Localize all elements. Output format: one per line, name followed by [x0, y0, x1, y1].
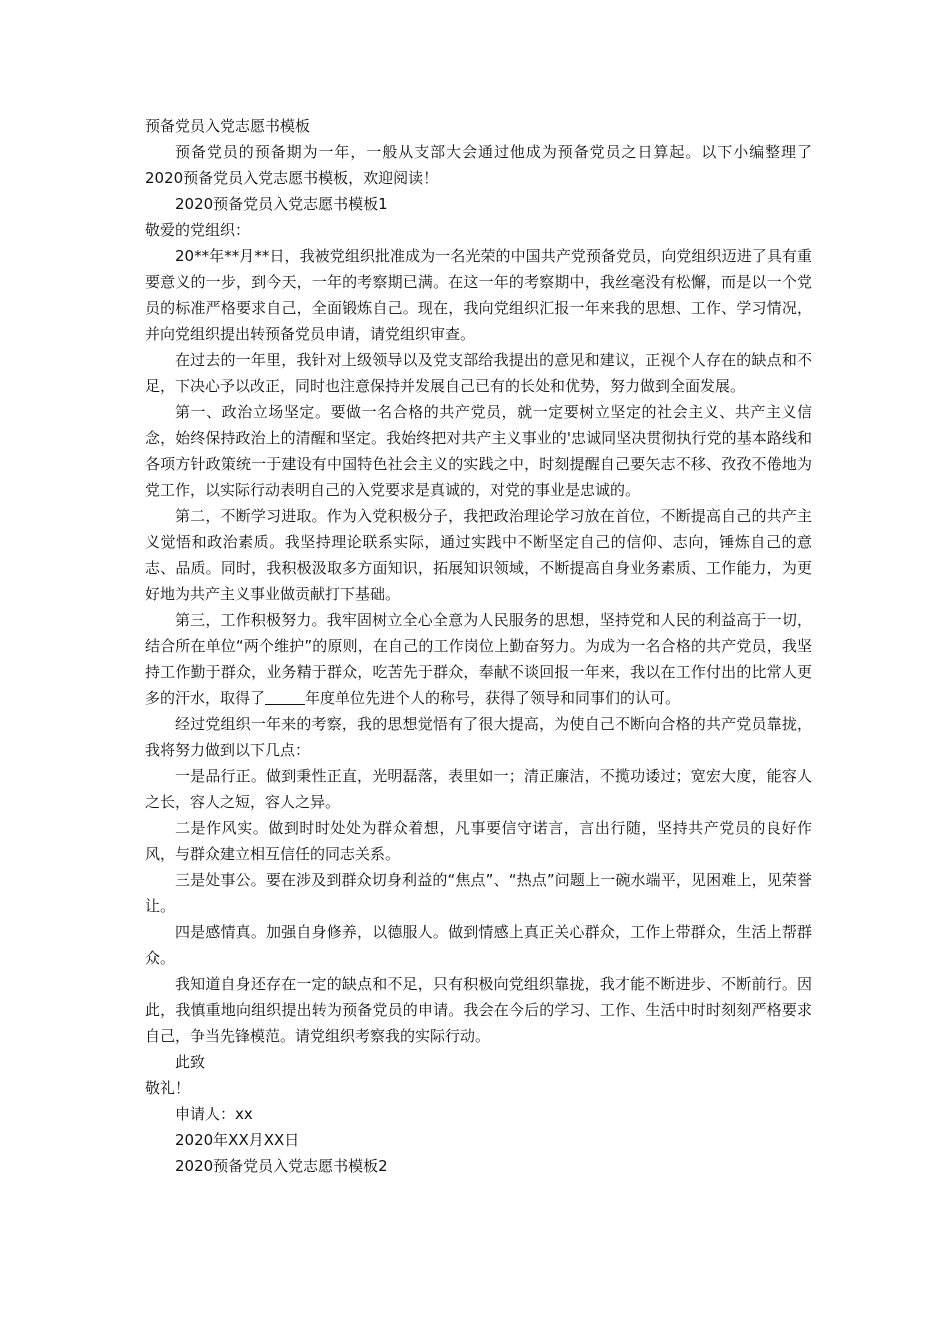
paragraph-1: 20**年**月**日，我被党组织批准成为一名光荣的中国共产党预备党员，向党组织迈进了具有重要意义的一步，到今天，一年的考察期已满。在这一年的考察期中，我丝毫没有松懈，而是以一个党员的标准严格要求自己，全面锻炼自己。现在，我向党组织汇报一年来我的思想、工作、学习情况，并向党组织提出转预备党员申请，请党组织审查。	[145, 247, 812, 343]
paragraph-3: 第一、政治立场坚定。要做一名合格的共产党员，就一定要树立坚定的社会主义、共产主义信念，始终保持政治上的清醒和坚定。我始终把对共产主义事业的'忠诚同坚决贯彻执行党的基本路线和各项方针政策统一于建设有中国特色社会主义的实践之中，时刻提醒自己要矢志不移、孜孜不倦地为党工作，以实际行动表明自己的入党要求是真诚的，对党的事业是忠诚的。	[145, 403, 812, 499]
intro-paragraph: 预备党员的预备期为一年，一般从支部大会通过他成为预备党员之日算起。以下小编整理了2020预备党员入党志愿书模板，欢迎阅读！	[145, 143, 812, 187]
paragraph-11: 我知道自身还存在一定的缺点和不足，只有积极向党组织靠拢，我才能不断进步、不断前行。因此，我慎重地向组织提出转为预备党员的申请。我会在今后的学习、工作、生活中时时刻刻严格要求自己，争当先锋模范。请党组织考察我的实际行动。	[145, 975, 812, 1045]
document-body	[145, 113, 812, 1179]
paragraph-5-part-b: 年度单位先进个人的称号，获得了领导和同事们的认可。	[305, 689, 681, 707]
paragraph-10: 四是感情真。加强自身修养，以德服人。做到情感上真正关心群众，工作上带群众，生活上帮群众。	[145, 923, 812, 967]
salutation: 敬爱的党组织：	[145, 221, 251, 239]
paragraph-5-part-a: 第三，工作积极努力。我牢固树立全心全意为人民服务的思想，坚持党和人民的利益高于一切，结合所在单位“两个维护”的原则，在自己的工作岗位上勤奋努力。为成为一名合格的共产党员，我坚持工作勤于群众，业务精于群众，吃苦先于群众，奉献不谈回报一年来，我以在工作付出的比常人更多的汗水，取得了	[145, 611, 812, 707]
section-1-title: 2020预备党员入党志愿书模板1	[175, 195, 388, 213]
document-title: 预备党员入党志愿书模板	[145, 117, 311, 135]
fill-in-blank	[265, 688, 305, 705]
closing-ci-zhi: 此致	[175, 1053, 206, 1071]
paragraph-4: 第二，不断学习进取。作为入党积极分子，我把政治理论学习放在首位，不断提高自己的共产主义觉悟和政治素质。我坚持理论联系实际，通过实践中不断坚定自己的信仰、志向，锤炼自己的意志、品质。同时，我积极汲取多方面知识，拓展知识领域，不断提高自身业务素质、工作能力，为更好地为共产主义事业做贡献打下基础。	[145, 507, 812, 603]
paragraph-9: 三是处事公。要在涉及到群众切身利益的“焦点”、“热点”问题上一碗水端平，见困难上，见荣誉让。	[145, 871, 812, 915]
paragraph-5	[145, 607, 812, 711]
date-line: 2020年XX月XX日	[175, 1131, 300, 1149]
applicant-line: 申请人：xx	[175, 1105, 253, 1123]
paragraph-7: 一是品行正。做到秉性正直，光明磊落，表里如一；清正廉洁，不揽功诿过；宽宏大度，能容人之长，容人之短，容人之异。	[145, 767, 812, 811]
closing-jing-li: 敬礼！	[145, 1079, 191, 1097]
paragraph-8: 二是作风实。做到时时处处为群众着想，凡事要信守诺言，言出行随，坚持共产党员的良好作风，与群众建立相互信任的同志关系。	[145, 819, 812, 863]
section-2-title: 2020预备党员入党志愿书模板2	[175, 1157, 388, 1175]
paragraph-6: 经过党组织一年来的考察，我的思想觉悟有了很大提高，为使自己不断向合格的共产党员靠拢，我将努力做到以下几点：	[145, 715, 812, 759]
paragraph-2: 在过去的一年里，我针对上级领导以及党支部给我提出的意见和建议，正视个人存在的缺点和不足，下决心予以改正，同时也注意保持并发展自己已有的长处和优势，努力做到全面发展。	[145, 351, 812, 395]
